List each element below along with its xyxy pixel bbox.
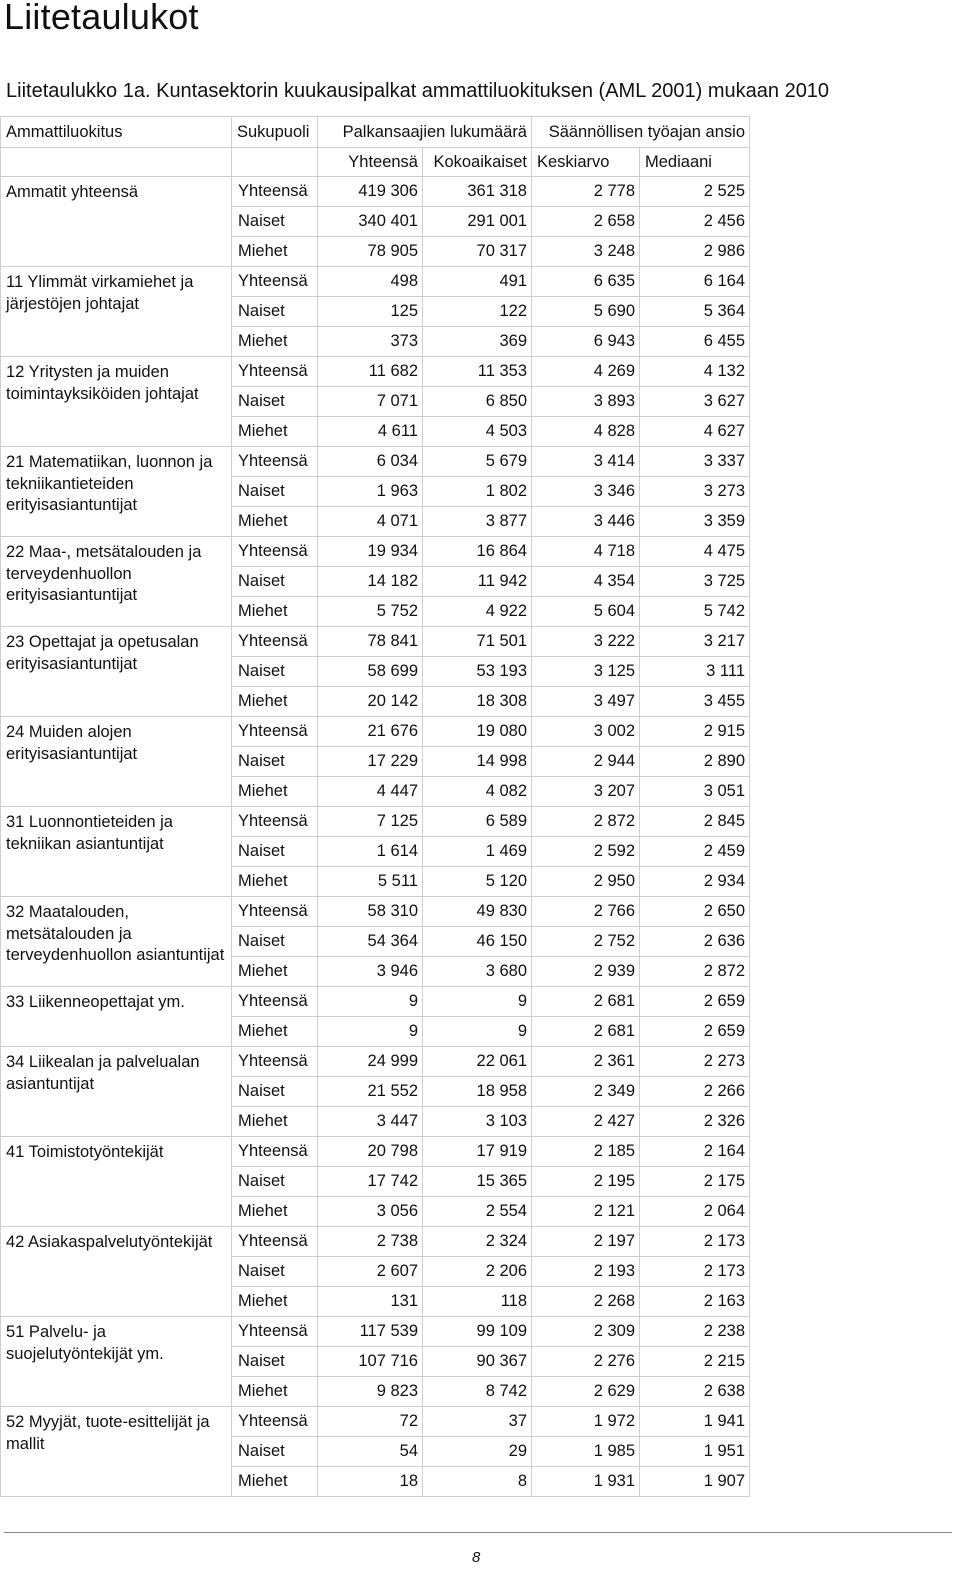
total-count-cell: 1 963 <box>318 477 423 507</box>
full-time-count-cell: 49 830 <box>423 897 532 927</box>
gender-cell: Miehet <box>232 237 318 267</box>
full-time-count-cell: 9 <box>423 987 532 1017</box>
full-time-count-cell: 15 365 <box>423 1167 532 1197</box>
mean-pay-cell: 2 592 <box>532 837 640 867</box>
gender-cell: Naiset <box>232 387 318 417</box>
gender-cell: Yhteensä <box>232 717 318 747</box>
full-time-count-cell: 2 324 <box>423 1227 532 1257</box>
total-count-cell: 20 142 <box>318 687 423 717</box>
gender-cell: Yhteensä <box>232 1317 318 1347</box>
mean-pay-cell: 2 681 <box>532 987 640 1017</box>
total-count-cell: 131 <box>318 1287 423 1317</box>
gender-cell: Naiset <box>232 207 318 237</box>
full-time-count-cell: 9 <box>423 1017 532 1047</box>
full-time-count-cell: 291 001 <box>423 207 532 237</box>
total-count-cell: 373 <box>318 327 423 357</box>
total-count-cell: 20 798 <box>318 1137 423 1167</box>
mean-pay-cell: 2 121 <box>532 1197 640 1227</box>
gender-cell: Naiset <box>232 477 318 507</box>
wage-table-body <box>1 117 750 1497</box>
median-pay-cell: 1 907 <box>640 1467 750 1497</box>
total-count-cell: 58 310 <box>318 897 423 927</box>
median-pay-cell: 3 051 <box>640 777 750 807</box>
total-count-cell: 3 447 <box>318 1107 423 1137</box>
mean-pay-cell: 3 893 <box>532 387 640 417</box>
full-time-count-cell: 4 922 <box>423 597 532 627</box>
mean-pay-cell: 2 766 <box>532 897 640 927</box>
mean-pay-cell: 2 193 <box>532 1257 640 1287</box>
median-pay-cell: 2 273 <box>640 1047 750 1077</box>
mean-pay-cell: 5 690 <box>532 297 640 327</box>
total-count-cell: 5 511 <box>318 867 423 897</box>
total-count-cell: 1 614 <box>318 837 423 867</box>
full-time-count-cell: 118 <box>423 1287 532 1317</box>
header-row-2 <box>1 148 750 177</box>
gender-cell: Miehet <box>232 957 318 987</box>
total-count-cell: 4 611 <box>318 417 423 447</box>
mean-pay-cell: 4 354 <box>532 567 640 597</box>
mean-pay-cell: 2 276 <box>532 1347 640 1377</box>
mean-pay-cell: 2 681 <box>532 1017 640 1047</box>
gender-cell: Naiset <box>232 1347 318 1377</box>
mean-pay-cell: 1 931 <box>532 1467 640 1497</box>
full-time-count-cell: 46 150 <box>423 927 532 957</box>
gender-cell: Yhteensä <box>232 537 318 567</box>
full-time-count-cell: 3 680 <box>423 957 532 987</box>
median-pay-cell: 3 337 <box>640 447 750 477</box>
mean-pay-cell: 2 197 <box>532 1227 640 1257</box>
mean-pay-cell: 2 427 <box>532 1107 640 1137</box>
occupation-cell: 24 Muiden alojen erityisasiantuntijat <box>1 717 232 807</box>
full-time-count-cell: 5 679 <box>423 447 532 477</box>
total-count-cell: 9 823 <box>318 1377 423 1407</box>
median-pay-cell: 1 951 <box>640 1437 750 1467</box>
total-count-cell: 78 841 <box>318 627 423 657</box>
mean-pay-cell: 2 944 <box>532 747 640 777</box>
gender-cell: Yhteensä <box>232 807 318 837</box>
occupation-cell: 22 Maa-, metsätalouden ja terveydenhuollon erityisasiantuntijat <box>1 537 232 627</box>
mean-pay-cell: 2 658 <box>532 207 640 237</box>
mean-pay-cell: 4 718 <box>532 537 640 567</box>
total-count-cell: 78 905 <box>318 237 423 267</box>
occupation-cell: 12 Yritysten ja muiden toimintayksiköiden johtajat <box>1 357 232 447</box>
median-pay-cell: 2 266 <box>640 1077 750 1107</box>
mean-pay-cell: 2 195 <box>532 1167 640 1197</box>
mean-pay-cell: 2 268 <box>532 1287 640 1317</box>
table-row <box>1 987 750 1017</box>
header-full-time: Kokoaikaiset <box>423 148 532 177</box>
full-time-count-cell: 70 317 <box>423 237 532 267</box>
gender-cell: Miehet <box>232 1287 318 1317</box>
median-pay-cell: 2 638 <box>640 1377 750 1407</box>
table-row <box>1 1407 750 1437</box>
full-time-count-cell: 4 503 <box>423 417 532 447</box>
full-time-count-cell: 71 501 <box>423 627 532 657</box>
gender-cell: Naiset <box>232 567 318 597</box>
full-time-count-cell: 2 554 <box>423 1197 532 1227</box>
mean-pay-cell: 5 604 <box>532 597 640 627</box>
median-pay-cell: 3 111 <box>640 657 750 687</box>
total-count-cell: 17 742 <box>318 1167 423 1197</box>
full-time-count-cell: 17 919 <box>423 1137 532 1167</box>
total-count-cell: 9 <box>318 987 423 1017</box>
gender-cell: Miehet <box>232 777 318 807</box>
median-pay-cell: 2 986 <box>640 237 750 267</box>
header-gender: Sukupuoli <box>232 117 318 148</box>
mean-pay-cell: 3 248 <box>532 237 640 267</box>
mean-pay-cell: 3 002 <box>532 717 640 747</box>
mean-pay-cell: 2 629 <box>532 1377 640 1407</box>
full-time-count-cell: 361 318 <box>423 177 532 207</box>
table-row <box>1 357 750 387</box>
header-empty-cell <box>1 148 232 177</box>
table-row <box>1 807 750 837</box>
gender-cell: Miehet <box>232 327 318 357</box>
full-time-count-cell: 29 <box>423 1437 532 1467</box>
table-row <box>1 537 750 567</box>
gender-cell: Yhteensä <box>232 897 318 927</box>
full-time-count-cell: 19 080 <box>423 717 532 747</box>
total-count-cell: 14 182 <box>318 567 423 597</box>
table-row <box>1 447 750 477</box>
median-pay-cell: 2 215 <box>640 1347 750 1377</box>
gender-cell: Miehet <box>232 597 318 627</box>
gender-cell: Yhteensä <box>232 1227 318 1257</box>
gender-cell: Miehet <box>232 1107 318 1137</box>
mean-pay-cell: 4 828 <box>532 417 640 447</box>
table-row <box>1 1227 750 1257</box>
full-time-count-cell: 6 850 <box>423 387 532 417</box>
total-count-cell: 11 682 <box>318 357 423 387</box>
mean-pay-cell: 2 309 <box>532 1317 640 1347</box>
full-time-count-cell: 11 353 <box>423 357 532 387</box>
mean-pay-cell: 2 361 <box>532 1047 640 1077</box>
mean-pay-cell: 2 950 <box>532 867 640 897</box>
gender-cell: Miehet <box>232 1197 318 1227</box>
mean-pay-cell: 3 125 <box>532 657 640 687</box>
total-count-cell: 21 676 <box>318 717 423 747</box>
gender-cell: Yhteensä <box>232 267 318 297</box>
total-count-cell: 18 <box>318 1467 423 1497</box>
full-time-count-cell: 18 958 <box>423 1077 532 1107</box>
full-time-count-cell: 1 469 <box>423 837 532 867</box>
full-time-count-cell: 14 998 <box>423 747 532 777</box>
total-count-cell: 9 <box>318 1017 423 1047</box>
total-count-cell: 419 306 <box>318 177 423 207</box>
median-pay-cell: 2 459 <box>640 837 750 867</box>
median-pay-cell: 2 636 <box>640 927 750 957</box>
full-time-count-cell: 3 877 <box>423 507 532 537</box>
gender-cell: Miehet <box>232 1017 318 1047</box>
mean-pay-cell: 3 207 <box>532 777 640 807</box>
median-pay-cell: 2 650 <box>640 897 750 927</box>
full-time-count-cell: 90 367 <box>423 1347 532 1377</box>
total-count-cell: 340 401 <box>318 207 423 237</box>
header-empty-cell <box>232 148 318 177</box>
median-pay-cell: 1 941 <box>640 1407 750 1437</box>
total-count-cell: 19 934 <box>318 537 423 567</box>
median-pay-cell: 2 525 <box>640 177 750 207</box>
full-time-count-cell: 122 <box>423 297 532 327</box>
mean-pay-cell: 3 446 <box>532 507 640 537</box>
total-count-cell: 58 699 <box>318 657 423 687</box>
mean-pay-cell: 2 185 <box>532 1137 640 1167</box>
full-time-count-cell: 18 308 <box>423 687 532 717</box>
total-count-cell: 7 125 <box>318 807 423 837</box>
median-pay-cell: 2 173 <box>640 1257 750 1287</box>
total-count-cell: 7 071 <box>318 387 423 417</box>
median-pay-cell: 2 164 <box>640 1137 750 1167</box>
gender-cell: Naiset <box>232 1167 318 1197</box>
total-count-cell: 72 <box>318 1407 423 1437</box>
gender-cell: Miehet <box>232 1377 318 1407</box>
median-pay-cell: 2 326 <box>640 1107 750 1137</box>
table-row <box>1 717 750 747</box>
total-count-cell: 17 229 <box>318 747 423 777</box>
occupation-cell: 51 Palvelu- ja suojelutyöntekijät ym. <box>1 1317 232 1407</box>
total-count-cell: 4 447 <box>318 777 423 807</box>
full-time-count-cell: 5 120 <box>423 867 532 897</box>
median-pay-cell: 3 725 <box>640 567 750 597</box>
gender-cell: Yhteensä <box>232 627 318 657</box>
occupation-cell: 33 Liikenneopettajat ym. <box>1 987 232 1047</box>
total-count-cell: 4 071 <box>318 507 423 537</box>
occupation-cell: 21 Matematiikan, luonnon ja tekniikantieteiden erityisasiantuntijat <box>1 447 232 537</box>
occupation-cell: 42 Asiakaspalvelutyöntekijät <box>1 1227 232 1317</box>
table-row <box>1 1317 750 1347</box>
median-pay-cell: 3 627 <box>640 387 750 417</box>
gender-cell: Yhteensä <box>232 447 318 477</box>
full-time-count-cell: 1 802 <box>423 477 532 507</box>
header-regular-pay: Säännöllisen työajan ansio <box>532 117 750 148</box>
mean-pay-cell: 1 972 <box>532 1407 640 1437</box>
median-pay-cell: 6 455 <box>640 327 750 357</box>
total-count-cell: 6 034 <box>318 447 423 477</box>
total-count-cell: 2 738 <box>318 1227 423 1257</box>
occupation-cell: 34 Liikealan ja palvelualan asiantuntijat <box>1 1047 232 1137</box>
header-occupation: Ammattiluokitus <box>1 117 232 148</box>
full-time-count-cell: 11 942 <box>423 567 532 597</box>
median-pay-cell: 5 364 <box>640 297 750 327</box>
total-count-cell: 54 <box>318 1437 423 1467</box>
total-count-cell: 5 752 <box>318 597 423 627</box>
gender-cell: Yhteensä <box>232 1047 318 1077</box>
table-row <box>1 177 750 207</box>
full-time-count-cell: 2 206 <box>423 1257 532 1287</box>
wage-table <box>0 116 750 1497</box>
full-time-count-cell: 6 589 <box>423 807 532 837</box>
gender-cell: Yhteensä <box>232 987 318 1017</box>
full-time-count-cell: 3 103 <box>423 1107 532 1137</box>
median-pay-cell: 2 175 <box>640 1167 750 1197</box>
median-pay-cell: 5 742 <box>640 597 750 627</box>
mean-pay-cell: 2 752 <box>532 927 640 957</box>
occupation-cell: 32 Maatalouden, metsätalouden ja terveydenhuollon asiantuntijat <box>1 897 232 987</box>
occupation-cell: 11 Ylimmät virkamiehet ja järjestöjen johtajat <box>1 267 232 357</box>
mean-pay-cell: 3 222 <box>532 627 640 657</box>
table-row <box>1 897 750 927</box>
full-time-count-cell: 37 <box>423 1407 532 1437</box>
gender-cell: Yhteensä <box>232 1137 318 1167</box>
mean-pay-cell: 2 349 <box>532 1077 640 1107</box>
full-time-count-cell: 8 <box>423 1467 532 1497</box>
median-pay-cell: 2 238 <box>640 1317 750 1347</box>
header-wage-earners: Palkansaajien lukumäärä <box>318 117 532 148</box>
total-count-cell: 498 <box>318 267 423 297</box>
median-pay-cell: 3 359 <box>640 507 750 537</box>
table-row <box>1 1047 750 1077</box>
median-pay-cell: 3 217 <box>640 627 750 657</box>
median-pay-cell: 2 915 <box>640 717 750 747</box>
total-count-cell: 24 999 <box>318 1047 423 1077</box>
gender-cell: Naiset <box>232 297 318 327</box>
gender-cell: Miehet <box>232 687 318 717</box>
header-mean: Keskiarvo <box>532 148 640 177</box>
mean-pay-cell: 6 943 <box>532 327 640 357</box>
median-pay-cell: 6 164 <box>640 267 750 297</box>
median-pay-cell: 4 132 <box>640 357 750 387</box>
median-pay-cell: 2 173 <box>640 1227 750 1257</box>
total-count-cell: 2 607 <box>318 1257 423 1287</box>
total-count-cell: 3 946 <box>318 957 423 987</box>
total-count-cell: 54 364 <box>318 927 423 957</box>
full-time-count-cell: 22 061 <box>423 1047 532 1077</box>
median-pay-cell: 4 475 <box>640 537 750 567</box>
occupation-cell: 23 Opettajat ja opetusalan erityisasiantuntijat <box>1 627 232 717</box>
gender-cell: Miehet <box>232 507 318 537</box>
mean-pay-cell: 4 269 <box>532 357 640 387</box>
page-title: Liitetaulukot <box>4 0 199 37</box>
total-count-cell: 3 056 <box>318 1197 423 1227</box>
header-total: Yhteensä <box>318 148 423 177</box>
median-pay-cell: 2 934 <box>640 867 750 897</box>
total-count-cell: 107 716 <box>318 1347 423 1377</box>
mean-pay-cell: 3 414 <box>532 447 640 477</box>
table-row <box>1 627 750 657</box>
gender-cell: Naiset <box>232 837 318 867</box>
gender-cell: Naiset <box>232 1437 318 1467</box>
median-pay-cell: 2 845 <box>640 807 750 837</box>
gender-cell: Naiset <box>232 927 318 957</box>
mean-pay-cell: 2 939 <box>532 957 640 987</box>
mean-pay-cell: 6 635 <box>532 267 640 297</box>
gender-cell: Yhteensä <box>232 1407 318 1437</box>
gender-cell: Yhteensä <box>232 357 318 387</box>
gender-cell: Naiset <box>232 747 318 777</box>
mean-pay-cell: 3 497 <box>532 687 640 717</box>
mean-pay-cell: 3 346 <box>532 477 640 507</box>
footer-divider <box>4 1532 952 1533</box>
gender-cell: Miehet <box>232 1467 318 1497</box>
median-pay-cell: 4 627 <box>640 417 750 447</box>
mean-pay-cell: 2 778 <box>532 177 640 207</box>
table-row <box>1 267 750 297</box>
median-pay-cell: 2 890 <box>640 747 750 777</box>
total-count-cell: 21 552 <box>318 1077 423 1107</box>
total-count-cell: 117 539 <box>318 1317 423 1347</box>
gender-cell: Miehet <box>232 417 318 447</box>
header-median: Mediaani <box>640 148 750 177</box>
gender-cell: Naiset <box>232 657 318 687</box>
header-row-1 <box>1 117 750 148</box>
median-pay-cell: 3 455 <box>640 687 750 717</box>
table-caption: Liitetaulukko 1a. Kuntasektorin kuukausipalkat ammattiluokituksen (AML 2001) mukaan 2010 <box>6 80 830 102</box>
occupation-cell: 41 Toimistotyöntekijät <box>1 1137 232 1227</box>
median-pay-cell: 2 163 <box>640 1287 750 1317</box>
full-time-count-cell: 369 <box>423 327 532 357</box>
gender-cell: Naiset <box>232 1257 318 1287</box>
full-time-count-cell: 99 109 <box>423 1317 532 1347</box>
full-time-count-cell: 4 082 <box>423 777 532 807</box>
total-count-cell: 125 <box>318 297 423 327</box>
median-pay-cell: 2 064 <box>640 1197 750 1227</box>
mean-pay-cell: 2 872 <box>532 807 640 837</box>
full-time-count-cell: 491 <box>423 267 532 297</box>
median-pay-cell: 2 456 <box>640 207 750 237</box>
table-row <box>1 1137 750 1167</box>
median-pay-cell: 3 273 <box>640 477 750 507</box>
gender-cell: Naiset <box>232 1077 318 1107</box>
occupation-cell: 31 Luonnontieteiden ja tekniikan asiantuntijat <box>1 807 232 897</box>
occupation-cell: Ammatit yhteensä <box>1 177 232 267</box>
gender-cell: Yhteensä <box>232 177 318 207</box>
occupation-cell: 52 Myyjät, tuote-esittelijät ja mallit <box>1 1407 232 1497</box>
median-pay-cell: 2 872 <box>640 957 750 987</box>
full-time-count-cell: 8 742 <box>423 1377 532 1407</box>
full-time-count-cell: 53 193 <box>423 657 532 687</box>
full-time-count-cell: 16 864 <box>423 537 532 567</box>
median-pay-cell: 2 659 <box>640 1017 750 1047</box>
mean-pay-cell: 1 985 <box>532 1437 640 1467</box>
page-number: 8 <box>472 1549 481 1566</box>
median-pay-cell: 2 659 <box>640 987 750 1017</box>
gender-cell: Miehet <box>232 867 318 897</box>
